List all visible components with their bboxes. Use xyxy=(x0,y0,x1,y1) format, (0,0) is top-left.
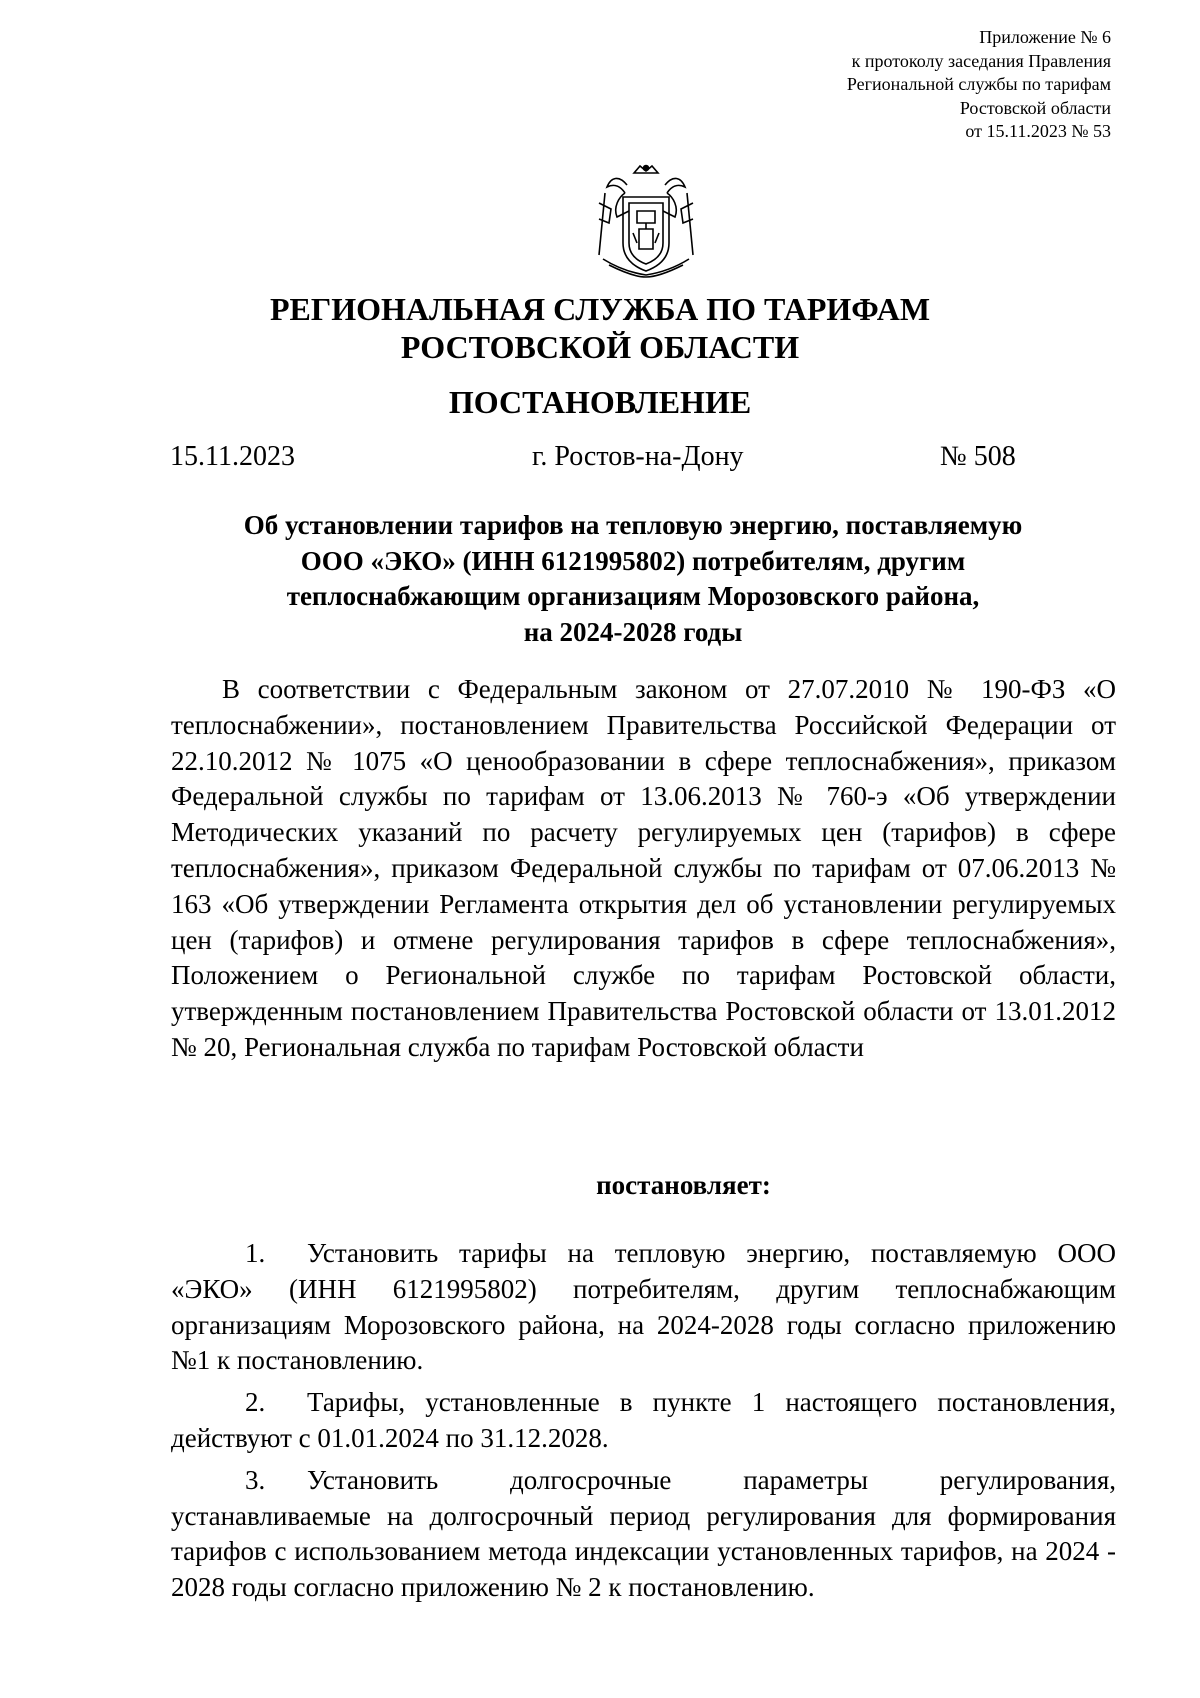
resolution-item xyxy=(171,1463,1116,1606)
subject-line: ООО «ЭКО» (ИНН 6121995802) потребителям, другим xyxy=(300,545,966,576)
annex-line: от 15.11.2023 № 53 xyxy=(965,121,1111,141)
coat-of-arms-icon xyxy=(589,163,703,279)
agency-title-line1: РЕГИОНАЛЬНАЯ СЛУЖБА ПО ТАРИФАМ xyxy=(269,291,931,327)
agency-title-line2: РОСТОВСКОЙ ОБЛАСТИ xyxy=(400,329,800,365)
resolution-item xyxy=(171,1236,1116,1379)
subject-line: теплоснабжающим организациям Морозовского района, xyxy=(286,581,980,611)
item-text: Установить тарифы на тепловую энергию, поставляемую ООО «ЭКО» (ИНН 6121995802) потребителям, другим теплоснабжающим организациям Морозовского района, на 2024-2028 годы согласно приложению №1 к постановлению. xyxy=(171,1238,1116,1376)
item-number: 3. xyxy=(245,1464,266,1495)
resolution-item xyxy=(171,1385,1116,1457)
subject-line: Об установлении тарифов на тепловую энергию, поставляемую xyxy=(243,510,1023,540)
annex-line: Приложение № 6 xyxy=(979,27,1111,47)
document-type: ПОСТАНОВЛЕНИЕ xyxy=(448,384,752,420)
subject-line: на 2024-2028 годы xyxy=(523,616,743,647)
item-number: 2. xyxy=(245,1387,266,1418)
preamble-paragraph: В соответствии с Федеральным законом от 27.07.2010 № 190-ФЗ «О теплоснабжении», постановлением Правительства Российской Федерации от 22.10.2012 № 1075 «О ценообразовании в сфере теплоснабжения», приказом Федеральной службы по тарифам от 13.06.2013 № 760-э «Об утверждении Методических указаний по расчету регулируемых цен (тарифов) в сфере теплоснабжения», приказом Федеральной службы по тарифам от 07.06.2013 № 163 «Об утверждении Регламента открытия дел об установлении регулируемых цен (тарифов) и отмене регулирования тарифов в сфере теплоснабжения», Положением о Региональной службе по тарифам Ростовской области, утвержденным постановлением Правительства Ростовской области от 13.01.2012 № 20, Региональная служба по тарифам Ростовской области xyxy=(171,674,1116,1062)
annex-line: Региональной службы по тарифам xyxy=(846,74,1111,94)
resolves-heading: постановляет: xyxy=(596,1170,771,1200)
document-subject xyxy=(200,508,1066,650)
agency-title xyxy=(0,290,1200,366)
item-text: Установить долгосрочные параметры регулирования, устанавливаемые на долгосрочный период регулирования для формирования тарифов с использованием метода индексации установленных тарифов, на 2024 - 2028 годы согласно приложению № 2 к постановлению. xyxy=(171,1464,1116,1603)
document-date: 15.11.2023 xyxy=(170,441,295,472)
document-number: № 508 xyxy=(940,441,1016,472)
annex-line: к протоколу заседания Правления xyxy=(851,50,1111,71)
item-number: 1. xyxy=(245,1238,266,1268)
item-text: Тарифы, установленные в пункте 1 настоящего постановления, действуют с 01.01.2024 по 31.12.2028. xyxy=(171,1387,1116,1453)
annex-line: Ростовской области xyxy=(959,97,1111,118)
resolution-items xyxy=(171,1236,1116,1612)
annex-note xyxy=(631,26,1111,144)
document-city: г. Ростов-на-Дону xyxy=(532,441,744,472)
